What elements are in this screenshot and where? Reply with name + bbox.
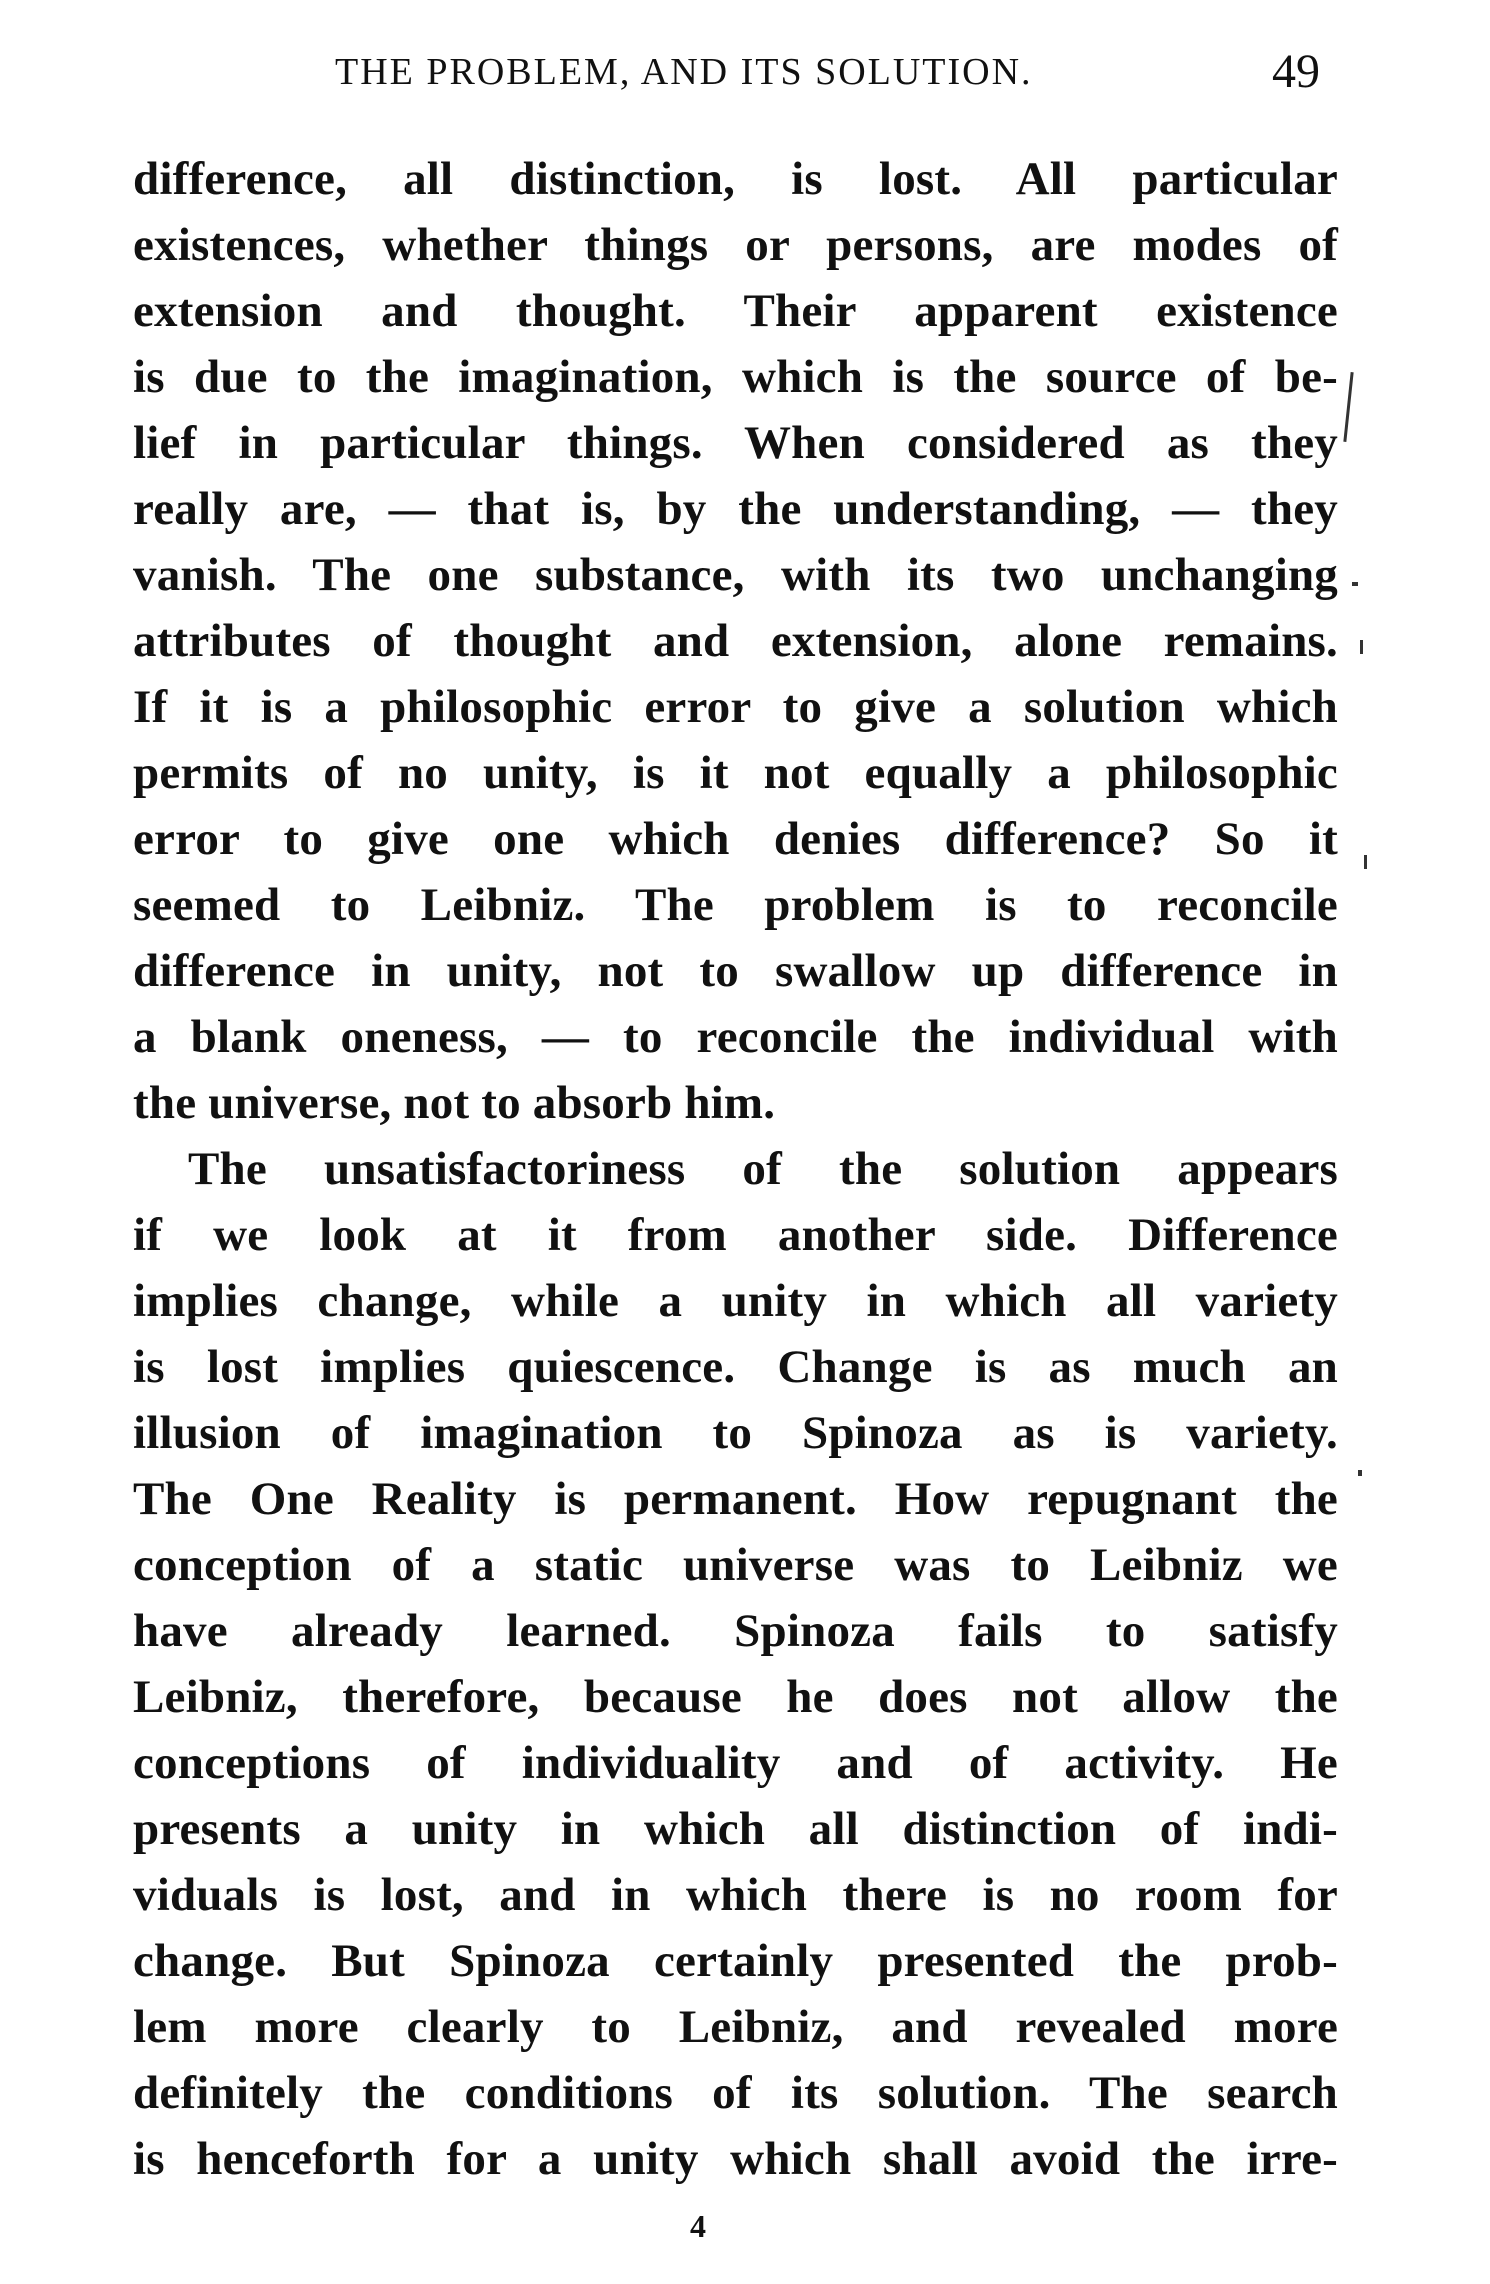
text-line: conception of a static universe was to Leibniz we bbox=[133, 1539, 1338, 1591]
text-line: illusion of imagination to Spinoza as is variety. bbox=[133, 1407, 1338, 1459]
text-line: attributes of thought and extension, alone remains. bbox=[133, 615, 1338, 667]
text-line: the universe, not to absorb him. bbox=[133, 1077, 776, 1129]
pencil-mark bbox=[1358, 1470, 1362, 1476]
text-line: lem more clearly to Leibniz, and revealed more bbox=[133, 2001, 1338, 2053]
page-number: 49 bbox=[1272, 45, 1320, 98]
text-line: viduals is lost, and in which there is no room for bbox=[133, 1869, 1338, 1921]
text-line: really are, — that is, by the understanding, — they bbox=[133, 483, 1338, 535]
pencil-mark bbox=[1352, 582, 1358, 586]
text-line: seemed to Leibniz. The problem is to reconcile bbox=[133, 879, 1338, 931]
paragraph-start-line: The unsatisfactoriness of the solution appears bbox=[188, 1143, 1338, 1195]
text-line: have already learned. Spinoza fails to satisfy bbox=[133, 1605, 1338, 1657]
text-line: is due to the imagination, which is the source of be- bbox=[133, 351, 1338, 403]
text-line: If it is a philosophic error to give a solution which bbox=[133, 681, 1338, 733]
text-line: difference, all distinction, is lost. All particular bbox=[133, 153, 1338, 205]
running-title: THE PROBLEM, AND ITS SOLUTION. bbox=[335, 51, 1033, 93]
text-line: a blank oneness, — to reconcile the individual with bbox=[133, 1011, 1338, 1063]
text-line: presents a unity in which all distinction of indi- bbox=[133, 1803, 1338, 1855]
text-line: vanish. The one substance, with its two unchanging bbox=[133, 549, 1338, 601]
text-line: difference in unity, not to swallow up difference in bbox=[133, 945, 1338, 997]
text-line: definitely the conditions of its solution. The search bbox=[133, 2067, 1338, 2119]
text-line: conceptions of individuality and of activity. He bbox=[133, 1737, 1338, 1789]
text-line: is lost implies quiescence. Change is as much an bbox=[133, 1341, 1338, 1393]
body-text bbox=[133, 146, 1338, 2185]
signature-mark: 4 bbox=[690, 2208, 706, 2244]
text-line: change. But Spinoza certainly presented the prob- bbox=[133, 1935, 1338, 1987]
text-line: error to give one which denies difference? So it bbox=[133, 813, 1338, 865]
running-head bbox=[0, 45, 1490, 110]
pencil-mark bbox=[1364, 855, 1367, 869]
text-line: Leibniz, therefore, because he does not allow the bbox=[133, 1671, 1338, 1723]
text-line: implies change, while a unity in which all variety bbox=[133, 1275, 1338, 1327]
pencil-mark bbox=[1360, 640, 1363, 654]
text-line: existences, whether things or persons, are modes of bbox=[133, 219, 1338, 271]
text-line: The One Reality is permanent. How repugnant the bbox=[133, 1473, 1338, 1525]
text-line: is henceforth for a unity which shall avoid the irre- bbox=[133, 2133, 1338, 2185]
text-line: extension and thought. Their apparent existence bbox=[133, 285, 1338, 337]
pencil-mark bbox=[1343, 372, 1353, 442]
text-line: if we look at it from another side. Difference bbox=[133, 1209, 1338, 1261]
text-line: permits of no unity, is it not equally a philosophic bbox=[133, 747, 1338, 799]
text-line: lief in particular things. When considered as they bbox=[133, 417, 1338, 469]
